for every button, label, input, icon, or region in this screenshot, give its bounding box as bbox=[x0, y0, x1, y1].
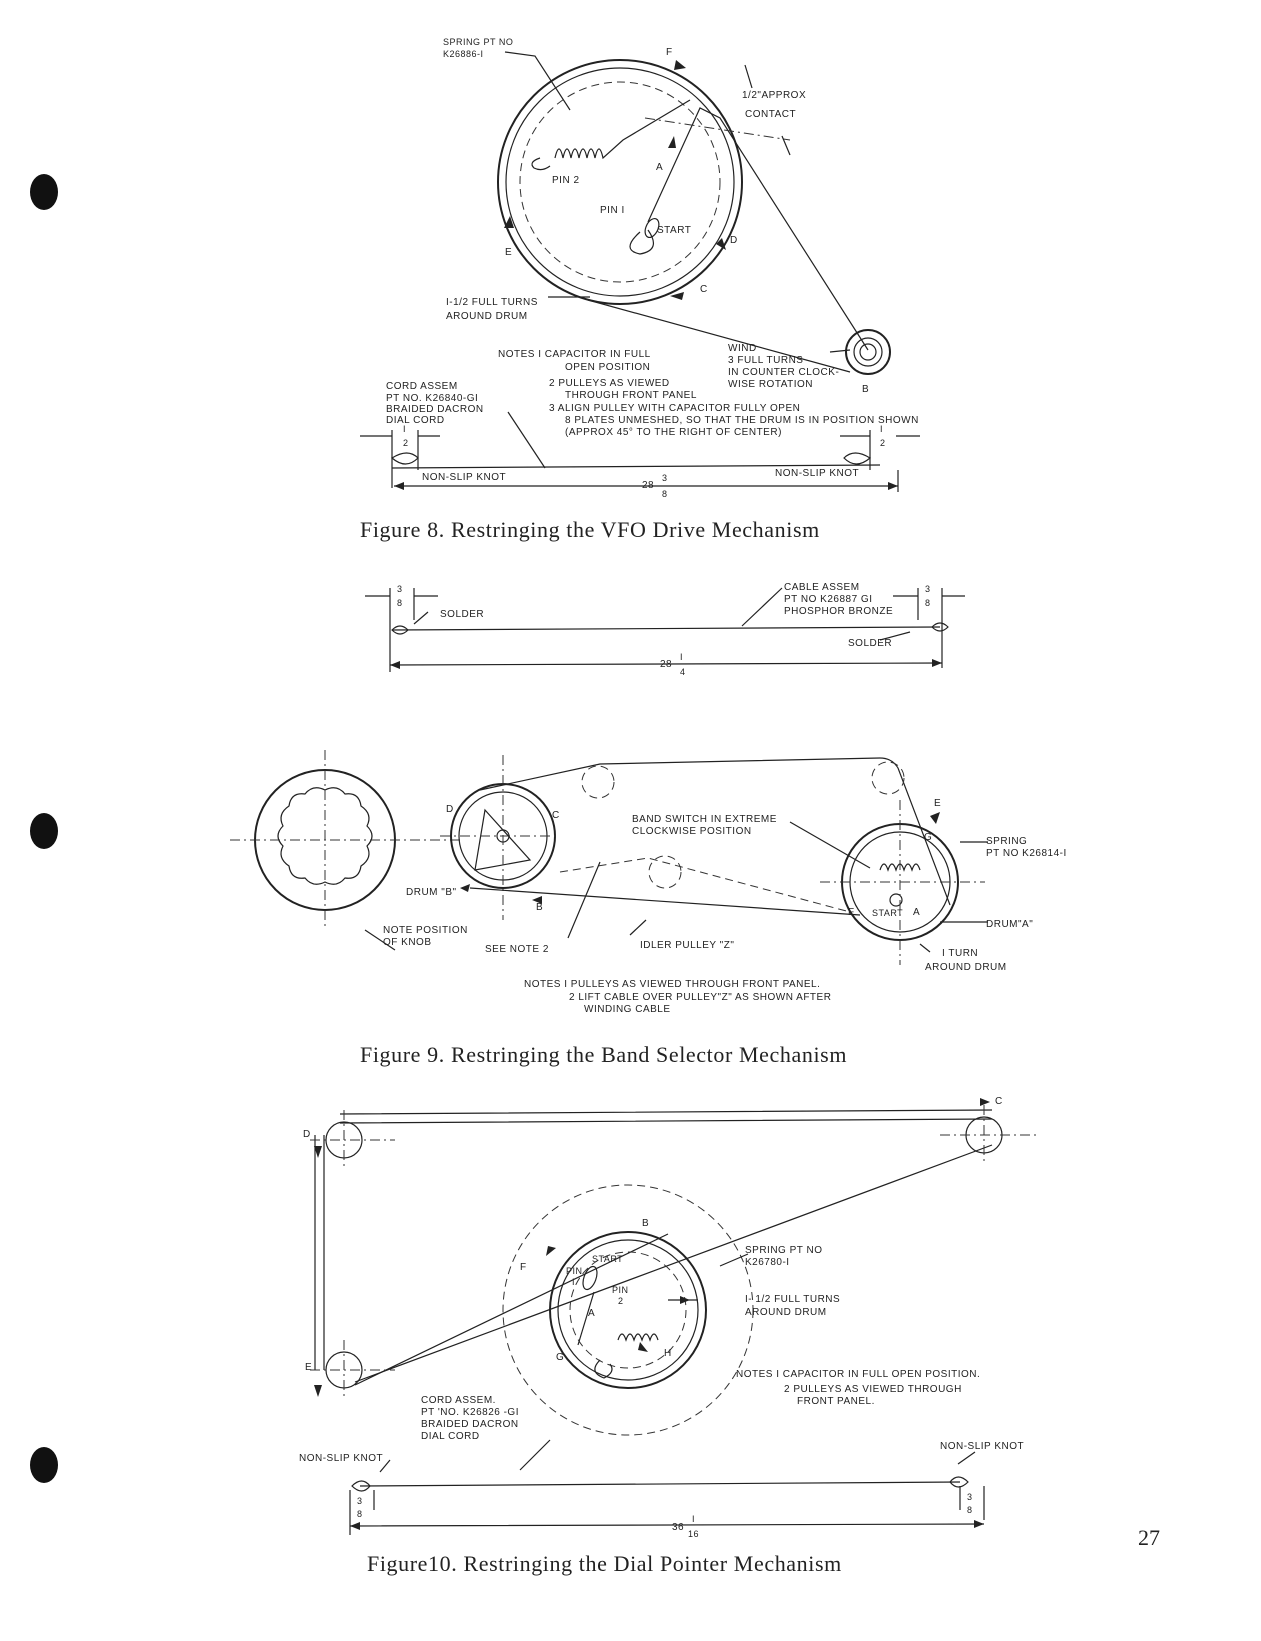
drum-b-centerlines bbox=[440, 755, 560, 920]
fig10-cord-l2: PT 'NO. K26826 -GI bbox=[421, 1407, 519, 1418]
fig10-letter-a: A bbox=[588, 1308, 596, 1319]
binder-hole-middle bbox=[30, 813, 58, 849]
vfo-pulley-inner bbox=[854, 338, 882, 366]
fig10-knot-right: NON-SLIP KNOT bbox=[940, 1441, 1025, 1452]
contact-mark-bottom bbox=[782, 136, 790, 155]
cable-length-num: I bbox=[680, 652, 684, 662]
fig8-cord-l1: CORD ASSEM bbox=[386, 381, 458, 392]
fig10-pin2-a: PIN bbox=[612, 1285, 629, 1295]
pulley-centerlines bbox=[310, 1105, 1040, 1400]
fig9-notes-l3: WINDING CABLE bbox=[584, 1004, 671, 1015]
fig9-turn-l1: I TURN bbox=[942, 948, 979, 959]
fig8-length-whole: 28 bbox=[642, 480, 655, 491]
fig10-pin1-b: I bbox=[572, 1277, 576, 1287]
fig8-wind-l1: WIND bbox=[728, 343, 757, 354]
fig10-spring-l2: K26780-I bbox=[745, 1257, 790, 1268]
top-cord bbox=[340, 1110, 992, 1123]
cable-end-den-right: 8 bbox=[925, 598, 931, 608]
fig8-end-num-left: I bbox=[403, 424, 407, 434]
fig8-end-num-right: I bbox=[880, 424, 884, 434]
pointer-cord-line bbox=[360, 1482, 960, 1486]
fig10-letter-f: F bbox=[520, 1262, 527, 1273]
fig8-cord-l4: DIAL CORD bbox=[386, 415, 445, 426]
fig8-turns-l1: I-1/2 FULL TURNS bbox=[446, 297, 538, 308]
pin-1-loop bbox=[630, 230, 653, 254]
cord-leader bbox=[508, 412, 545, 468]
binder-hole-bottom bbox=[30, 1447, 58, 1483]
pin-2-hook bbox=[532, 158, 550, 170]
pointer-dim-lines bbox=[350, 1486, 984, 1535]
fig10-cord-l1: CORD ASSEM. bbox=[421, 1395, 496, 1406]
left-cord bbox=[315, 1135, 324, 1370]
fig9-drum-b: DRUM "B" bbox=[406, 887, 457, 898]
fig8-wind-l4: WISE ROTATION bbox=[728, 379, 814, 390]
fig8-notes-l2: OPEN POSITION bbox=[565, 362, 651, 373]
fig8-turns-l2: AROUND DRUM bbox=[446, 311, 528, 322]
fig10-start: START bbox=[592, 1254, 624, 1264]
fig10-notes-l1: NOTES I CAPACITOR IN FULL OPEN POSITION. bbox=[736, 1369, 981, 1380]
pulley-top-left bbox=[582, 766, 614, 798]
fig9-letter-f: F bbox=[848, 907, 855, 918]
fig10-letter-e: E bbox=[305, 1362, 313, 1373]
fig9-letter-c: C bbox=[552, 810, 560, 821]
fig10-end-den-right: 8 bbox=[967, 1505, 973, 1515]
fig8-letter-e: E bbox=[505, 247, 513, 258]
cable-end-num-left: 3 bbox=[397, 584, 403, 594]
fig8-length-den: 8 bbox=[662, 489, 668, 499]
fig10-turns-l2: AROUND DRUM bbox=[745, 1307, 827, 1318]
cable-length-whole: 28 bbox=[660, 659, 673, 670]
fig10-notes-l3: FRONT PANEL. bbox=[797, 1396, 875, 1407]
band-cable-lower bbox=[470, 888, 860, 915]
cable-solder-right: SOLDER bbox=[848, 638, 893, 649]
fig9-turn-l2: AROUND DRUM bbox=[925, 962, 1007, 973]
figure-9-diagram bbox=[230, 750, 988, 965]
fig8-letter-a: A bbox=[656, 162, 664, 173]
fig9-idler: IDLER PULLEY "Z" bbox=[640, 940, 735, 951]
cable-end-den-left: 8 bbox=[397, 598, 403, 608]
fig8-wind-l3: IN COUNTER CLOCK- bbox=[728, 367, 840, 378]
fig8-knot-right: NON-SLIP KNOT bbox=[775, 468, 860, 479]
figure-8-diagram bbox=[360, 52, 920, 492]
dial-spring bbox=[618, 1334, 658, 1340]
fig10-spring-l1: SPRING PT NO bbox=[745, 1245, 823, 1256]
fig9-band-l1: BAND SWITCH IN EXTREME bbox=[632, 814, 777, 825]
fig10-end-num-left: 3 bbox=[357, 1496, 363, 1506]
knob-centerlines bbox=[230, 750, 460, 930]
fig9-letter-g: G bbox=[924, 832, 933, 843]
contact-line bbox=[645, 118, 790, 140]
fig8-cord-l3: BRAIDED DACRON bbox=[386, 404, 484, 415]
idler-pulley-z bbox=[649, 856, 681, 888]
fig10-length-whole: 36 bbox=[672, 1522, 685, 1533]
fig10-cord-l4: DIAL CORD bbox=[421, 1431, 480, 1442]
fig10-pin1-a: PIN bbox=[566, 1266, 583, 1276]
fig10-cord-l3: BRAIDED DACRON bbox=[421, 1419, 519, 1430]
fig10-letter-b: B bbox=[642, 1218, 650, 1229]
fig9-knob-l1: NOTE POSITION bbox=[383, 925, 468, 936]
figure-10-diagram bbox=[310, 1098, 1040, 1535]
fig8-spring-l2: K26886-I bbox=[443, 49, 484, 59]
fig10-length-den: 16 bbox=[688, 1529, 700, 1539]
fig9-band-l2: CLOCKWISE POSITION bbox=[632, 826, 752, 837]
fig8-cord-l2: PT NO. K26840-GI bbox=[386, 393, 479, 404]
vfo-drum-dashed bbox=[520, 82, 720, 282]
fig8-letter-d: D bbox=[730, 235, 738, 246]
fig8-pin1: PIN I bbox=[600, 205, 625, 216]
fig10-turns-l1: I- 1/2 FULL TURNS bbox=[745, 1294, 841, 1305]
fig9-letter-d: D bbox=[446, 804, 454, 815]
fig9-see-note: SEE NOTE 2 bbox=[485, 944, 549, 955]
figure-8-caption: Figure 8. Restringing the VFO Drive Mechanism bbox=[360, 517, 820, 542]
fig10-letter-g: G bbox=[556, 1352, 565, 1363]
fig10-pin2-b: 2 bbox=[618, 1296, 624, 1306]
cable-assem-l3: PHOSPHOR BRONZE bbox=[784, 606, 894, 617]
pulley-top-right bbox=[872, 762, 904, 794]
figure-9-caption: Figure 9. Restringing the Band Selector Mechanism bbox=[360, 1042, 848, 1067]
fig8-notes-l4: THROUGH FRONT PANEL bbox=[565, 390, 697, 401]
fig10-arrows bbox=[314, 1098, 990, 1397]
fig10-notes-l2: 2 PULLEYS AS VIEWED THROUGH bbox=[784, 1384, 962, 1395]
fig8-letter-b: B bbox=[862, 384, 870, 395]
fig9-notes-l1: NOTES I PULLEYS AS VIEWED THROUGH FRONT PANEL. bbox=[524, 979, 821, 990]
fig10-letter-d: D bbox=[303, 1129, 311, 1140]
cable-length-den: 4 bbox=[680, 667, 686, 677]
fig8-pin2: PIN 2 bbox=[552, 175, 580, 186]
fig9-spring-l2: PT NO K26814-I bbox=[986, 848, 1067, 859]
fig10-end-den-left: 8 bbox=[357, 1509, 363, 1519]
cable-assem-l1: CABLE ASSEM bbox=[784, 582, 860, 593]
fig10-knot-left: NON-SLIP KNOT bbox=[299, 1453, 384, 1464]
dial-drum-outer bbox=[550, 1232, 706, 1388]
fig8-wind-l2: 3 FULL TURNS bbox=[728, 355, 804, 366]
dial-drum-dashed bbox=[503, 1185, 753, 1435]
vfo-pulley-hub bbox=[860, 344, 876, 360]
vfo-pulley-outer bbox=[846, 330, 890, 374]
figure-10-caption: Figure10. Restringing the Dial Pointer Mechanism bbox=[367, 1551, 842, 1576]
contact-mark-top bbox=[745, 65, 752, 88]
fig9-drum-a: DRUM"A" bbox=[986, 919, 1034, 930]
vfo-spring bbox=[555, 100, 690, 158]
left-knot bbox=[392, 453, 418, 464]
fig8-length-num: 3 bbox=[662, 473, 668, 483]
fig8-approx-l1: 1/2"APPROX bbox=[742, 90, 807, 101]
fig10-length-num: I bbox=[692, 1514, 696, 1524]
binder-hole-top bbox=[30, 174, 58, 210]
page-number: 27 bbox=[1138, 1525, 1160, 1550]
dial-drum-inner bbox=[558, 1240, 698, 1380]
fig8-notes-l1: NOTES I CAPACITOR IN FULL bbox=[498, 349, 651, 360]
right-knot bbox=[844, 453, 870, 464]
fig8-start: START bbox=[657, 225, 692, 236]
fig10-letter-h: H bbox=[664, 1348, 672, 1359]
fig9-letter-b: B bbox=[536, 902, 544, 913]
cable-end-num-right: 3 bbox=[925, 584, 931, 594]
fig8-end-den-left: 2 bbox=[403, 438, 409, 448]
cable-assem-l2: PT NO K26887 GI bbox=[784, 594, 873, 605]
arrow-a bbox=[668, 136, 676, 148]
fig8-notes-l5: 3 ALIGN PULLEY WITH CAPACITOR FULLY OPEN bbox=[549, 403, 801, 414]
fig9-start: START bbox=[872, 908, 904, 918]
fig9-spring-l1: SPRING bbox=[986, 836, 1028, 847]
vfo-drum-inner bbox=[506, 68, 734, 296]
fig8-letter-c: C bbox=[700, 284, 708, 295]
fig8-notes-l7: (APPROX 45° TO THE RIGHT OF CENTER) bbox=[565, 427, 782, 438]
fig8-end-den-right: 2 bbox=[880, 438, 886, 448]
vfo-drum-outer bbox=[498, 60, 742, 304]
cable-solder-left: SOLDER bbox=[440, 609, 485, 620]
fig9-notes-l2: 2 LIFT CABLE OVER PULLEY"Z" AS SHOWN AFTER bbox=[569, 992, 832, 1003]
fig9-letter-a: A bbox=[913, 907, 921, 918]
fig10-letter-c: C bbox=[995, 1096, 1003, 1107]
fig8-notes-l6: 8 PLATES UNMESHED, SO THAT THE DRUM IS IN POSITION SHOWN bbox=[565, 415, 919, 426]
fig8-approx-l2: CONTACT bbox=[745, 109, 797, 120]
fig8-spring-l1: SPRING PT NO bbox=[443, 37, 514, 47]
fig9-knob-l2: OF KNOB bbox=[383, 937, 432, 948]
arrow-f bbox=[674, 60, 686, 70]
fig8-knot-left: NON-SLIP KNOT bbox=[422, 472, 507, 483]
fig10-end-num-right: 3 bbox=[967, 1492, 973, 1502]
fig9-letter-e: E bbox=[934, 798, 942, 809]
fig8-letter-f: F bbox=[666, 47, 673, 58]
cable-line bbox=[392, 627, 940, 630]
fig8-notes-l3: 2 PULLEYS AS VIEWED bbox=[549, 378, 670, 389]
